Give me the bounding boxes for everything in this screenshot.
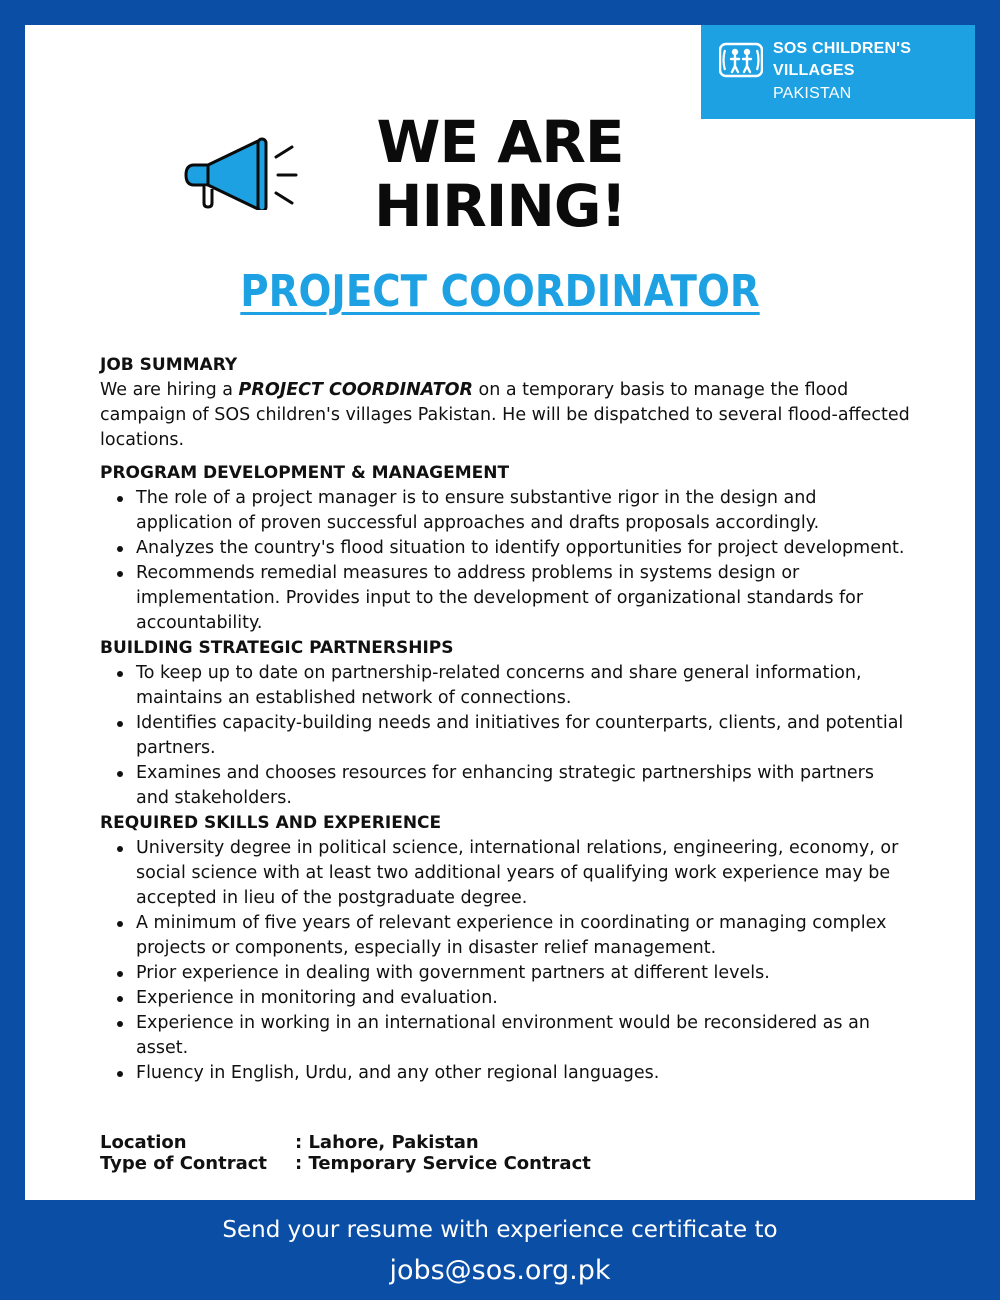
section-heading-skills: REQUIRED SKILLS AND EXPERIENCE [100,813,442,833]
summary-rest: on a temporary basis to manage the flood campaign of SOS children's villages Pakistan. He will be dispatched to several flood-affected locations. [100,380,910,450]
list-item: Analyzes the country's flood situation to identify opportunities for project development. [100,536,910,561]
location-label: Location [100,1132,187,1153]
logo-text-line3: PAKISTAN [773,85,852,102]
contract-row [100,1153,591,1174]
headline-line1: WE ARE [376,108,624,176]
partnerships-list [100,661,910,811]
location-value: : Lahore, Pakistan [295,1132,479,1153]
job-description [100,353,910,1086]
list-item: Prior experience in dealing with government partners at different levels. [100,961,910,986]
logo-text-line1: SOS CHILDREN'S [773,40,912,57]
program-list [100,486,910,636]
logo-text-line2: VILLAGES [773,62,855,79]
list-item: Experience in monitoring and evaluation. [100,986,910,1011]
sos-logo-box [701,25,975,119]
headline-line2: HIRING! [374,172,626,240]
list-item: The role of a project manager is to ensure substantive rigor in the design and application of proven successful approaches and drafts proposals accordingly. [100,486,910,536]
application-footer [0,1210,1000,1292]
footer-instruction: Send your resume with experience certificate to [222,1217,778,1243]
hiring-headline [325,110,675,238]
list-item: Experience in working in an international environment would be reconsidered as an asset. [100,1011,910,1061]
contract-label: Type of Contract [100,1153,267,1174]
list-item: Examines and chooses resources for enhancing strategic partnerships with partners and stakeholders. [100,761,910,811]
section-heading-program: PROGRAM DEVELOPMENT & MANAGEMENT [100,463,510,483]
position-title: PROJECT COORDINATOR [240,266,760,317]
summary-intro: We are hiring a [100,380,239,400]
list-item: A minimum of five years of relevant experience in coordinating or managing complex projects or components, especially in disaster relief management. [100,911,910,961]
location-row [100,1132,591,1153]
list-item: Fluency in English, Urdu, and any other regional languages. [100,1061,910,1086]
children-village-logo-icon [719,42,763,78]
job-summary-text [100,378,910,453]
footer-email-link[interactable]: jobs@sos.org.pk [389,1255,611,1286]
summary-emphasis: PROJECT COORDINATOR [238,380,473,400]
megaphone-icon [180,135,305,210]
contract-value: : Temporary Service Contract [295,1153,591,1174]
job-summary-heading: JOB SUMMARY [100,355,238,375]
job-poster [25,25,975,1200]
skills-list [100,836,910,1086]
job-details [100,1132,591,1174]
list-item: Identifies capacity-building needs and initiatives for counterparts, clients, and potential partners. [100,711,910,761]
list-item: University degree in political science, international relations, engineering, economy, or social science with at least two additional years of qualifying work experience may be accepted in lieu of the postgraduate degree. [100,836,910,911]
list-item: To keep up to date on partnership-related concerns and share general information, maintains an established network of connections. [100,661,910,711]
section-heading-partnerships: BUILDING STRATEGIC PARTNERSHIPS [100,638,454,658]
list-item: Recommends remedial measures to address problems in systems design or implementation. Provides input to the development of organizational standards for accountability. [100,561,910,636]
